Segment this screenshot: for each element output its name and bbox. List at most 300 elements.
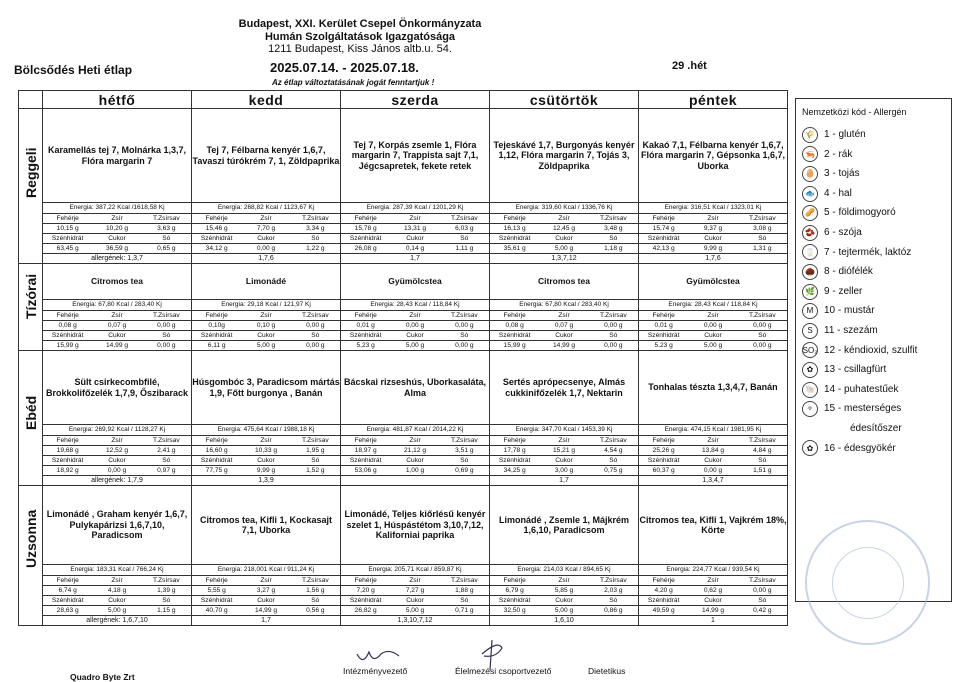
sugar-value: 5,00 g [554, 607, 574, 614]
food-cell: Gyümölcstea [341, 264, 490, 300]
sat-value: 0,00 g [604, 322, 623, 329]
protein-value: 17,78 g [503, 447, 526, 454]
salt-value: 0,00 g [455, 342, 474, 349]
fat-value: 15,21 g [552, 447, 575, 454]
meal-label-1 [19, 264, 43, 351]
week-number: 29 .hét [672, 60, 707, 72]
sugar-value: 9,99 g [703, 245, 723, 252]
sugar-label: Cukor [390, 331, 439, 341]
legend-label: 15 - mesterséges [824, 403, 902, 415]
meal-name: Ebéd [23, 395, 39, 430]
food-cell: Tej 7, Félbarna kenyér 1,6,7, Tavaszi túrókrém 7, 1, Zöldpaprika [192, 109, 341, 203]
nutrition-cell [490, 576, 639, 616]
sugar-label: Cukor [688, 456, 737, 466]
legend-item [802, 145, 947, 165]
food-cell: Tejeskávé 1,7, Burgonyás kenyér 1,12, Flóra margarin 7, Tojás 3, Zöldpaprika [490, 109, 639, 203]
notice: Az étlap változtatásának jogát fenntartjuk ! [272, 78, 435, 87]
salt-label: Só [440, 456, 489, 466]
sugar-value: 5,00 g [256, 342, 276, 349]
sugar-value: 5,00 g [107, 607, 127, 614]
energy-cell: Energia: 67,80 Kcal / 283,40 Kj [43, 300, 192, 311]
food-cell: Limonádé , Graham kenyér 1,6,7, Pulykapárizsi 1,6,7,10, Paradicsom [43, 486, 192, 565]
sat-label: T.Zsírsav [142, 576, 191, 586]
protein-value: 0,01 g [654, 322, 673, 329]
sugar-value: 5,00 g [703, 342, 723, 349]
sat-value: 3,48 g [604, 225, 623, 232]
legend-label: 2 - rák [824, 148, 853, 160]
allergen-cell: 1,6,10 [490, 616, 639, 626]
sat-label: T.Zsírsav [291, 311, 340, 321]
protein-label: Fehérje [490, 576, 539, 586]
protein-label: Fehérje [43, 214, 92, 224]
sat-label: T.Zsírsav [738, 311, 787, 321]
sat-value: 0,00 g [455, 322, 474, 329]
legend-item [802, 419, 947, 439]
sugar-label: Cukor [241, 234, 290, 244]
meal-name: Reggeli [23, 147, 39, 198]
carb-value: 34,25 g [503, 467, 526, 474]
sat-label: T.Zsírsav [589, 311, 638, 321]
salt-value: 0,86 g [604, 607, 623, 614]
allergen-cell: 1,7,6 [639, 254, 788, 264]
salt-value: 0,56 g [306, 607, 325, 614]
nutrition-cell [341, 436, 490, 476]
carb-label: Szénhidrát [192, 234, 241, 244]
meal-label-0 [19, 109, 43, 264]
nutrition-cell [490, 311, 639, 351]
salt-label: Só [589, 456, 638, 466]
nutrition-cell [639, 436, 788, 476]
allergen-cell: 1,7 [490, 476, 639, 486]
protein-label: Fehérje [43, 436, 92, 446]
fat-label: Zsír [92, 436, 141, 446]
sugar-value: 9,99 g [256, 467, 276, 474]
protein-label: Fehérje [341, 214, 390, 224]
sat-value: 2,03 g [604, 587, 623, 594]
salt-value: 0,00 g [753, 342, 772, 349]
fat-label: Zsír [92, 311, 141, 321]
sugar-value: 14,99 g [254, 607, 277, 614]
sat-label: T.Zsírsav [440, 576, 489, 586]
meal-label-2 [19, 351, 43, 486]
day-header-4: péntek [639, 91, 788, 109]
protein-value: 7,20 g [356, 587, 375, 594]
fat-value: 3,27 g [256, 587, 276, 594]
sat-value: 0,00 g [157, 322, 176, 329]
energy-cell: Energia: 319,60 Kcal / 1336,76 Kj [490, 203, 639, 214]
sat-value: 4,54 g [604, 447, 623, 454]
energy-cell: Energia: 481,87 Kcal / 2014,22 Kj [341, 425, 490, 436]
food-cell: Citromos tea [490, 264, 639, 300]
salt-label: Só [738, 234, 787, 244]
nutrition-cell [192, 576, 341, 616]
carb-label: Szénhidrát [639, 596, 688, 606]
allergen-cell: 1,3,4,7 [639, 476, 788, 486]
allergen-cell: 1,3,9 [192, 476, 341, 486]
legend-label: 4 - hal [824, 187, 852, 199]
sat-value: 0,00 g [753, 322, 772, 329]
fat-value: 12,52 g [105, 447, 128, 454]
food-cell: Kakaó 7,1, Félbarna kenyér 1,6,7, Flóra margarin 7, Gépsonka 1,6,7, Uborka [639, 109, 788, 203]
sugar-value: 0,14 g [405, 245, 425, 252]
carb-label: Szénhidrát [192, 596, 241, 606]
food-cell: Citromos tea, Kifli 1, Vajkrém 18%, Körte [639, 486, 788, 565]
fat-value: 21,12 g [403, 447, 426, 454]
salt-label: Só [142, 596, 191, 606]
protein-label: Fehérje [490, 214, 539, 224]
legend-item [802, 321, 947, 341]
legend-label: 7 - tejtermék, laktóz [824, 246, 912, 258]
sat-value: 2,41 g [157, 447, 176, 454]
salt-label: Só [142, 456, 191, 466]
sugar-label: Cukor [688, 234, 737, 244]
fat-label: Zsír [241, 214, 290, 224]
protein-value: 15,74 g [652, 225, 675, 232]
carb-label: Szénhidrát [490, 596, 539, 606]
sat-value: 3,34 g [306, 225, 325, 232]
protein-value: 15,46 g [205, 225, 228, 232]
legend-label: 8 - diófélék [824, 266, 873, 278]
sat-label: T.Zsírsav [440, 436, 489, 446]
carb-value: 26,08 g [354, 245, 377, 252]
energy-cell: Energia: 214,03 Kcal / 894,65 Kj [490, 565, 639, 576]
company-name: Quadro Byte Zrt [70, 672, 135, 682]
legend-item [802, 164, 947, 184]
allergen-cell: allergének: 1,3,7 [43, 254, 192, 264]
carb-value: 15,99 g [56, 342, 79, 349]
fat-value: 13,84 g [701, 447, 724, 454]
protein-value: 16,60 g [205, 447, 228, 454]
fat-label: Zsír [390, 311, 439, 321]
allergen-icon: 🌿 [802, 284, 818, 300]
fat-value: 0,10 g [256, 322, 276, 329]
carb-label: Szénhidrát [43, 234, 92, 244]
legend-item [802, 262, 947, 282]
fat-label: Zsír [241, 311, 290, 321]
salt-value: 1,18 g [604, 245, 623, 252]
salt-value: 0,69 g [455, 467, 474, 474]
legend-label: 13 - csillagfürt [824, 364, 887, 376]
energy-cell: Energia: 287,39 Kcal / 1201,29 Kj [341, 203, 490, 214]
salt-value: 0,97 g [157, 467, 176, 474]
protein-label: Fehérje [639, 436, 688, 446]
legend-item [802, 439, 947, 459]
allergen-icon: 🌾 [802, 127, 818, 143]
legend-label: édesítőszer [850, 422, 902, 434]
sat-label: T.Zsírsav [589, 576, 638, 586]
salt-value: 1,15 g [157, 607, 176, 614]
sugar-value: 5,00 g [405, 342, 425, 349]
sat-label: T.Zsírsav [738, 436, 787, 446]
energy-cell: Energia: 67,80 Kcal / 283,40 Kj [490, 300, 639, 311]
sugar-label: Cukor [92, 234, 141, 244]
food-cell: Bácskai rizseshús, Uborkasaláta, Alma [341, 351, 490, 425]
fat-label: Zsír [241, 576, 290, 586]
allergen-icon: 🐚 [802, 382, 818, 398]
allergen-cell [341, 476, 490, 486]
sugar-label: Cukor [390, 456, 439, 466]
carb-label: Szénhidrát [639, 234, 688, 244]
header-line2: Humán Szolgáltatások Igazgatósága [264, 30, 456, 43]
protein-value: 6,79 g [505, 587, 524, 594]
allergen-cell: 1,3,10,7,12 [341, 616, 490, 626]
salt-value: 0,42 g [753, 607, 772, 614]
carb-value: 5,23 g [654, 342, 673, 349]
sat-value: 3,63 g [157, 225, 176, 232]
fat-label: Zsír [688, 311, 737, 321]
fat-label: Zsír [92, 214, 141, 224]
protein-label: Fehérje [192, 576, 241, 586]
fat-label: Zsír [390, 214, 439, 224]
carb-label: Szénhidrát [341, 234, 390, 244]
carb-value: 18,92 g [56, 467, 79, 474]
protein-label: Fehérje [341, 436, 390, 446]
protein-value: 16,13 g [503, 225, 526, 232]
salt-value: 0,00 g [306, 342, 325, 349]
protein-value: 0,08 g [58, 322, 77, 329]
nutrition-cell [341, 576, 490, 616]
legend-item [802, 223, 947, 243]
nutrition-cell [639, 576, 788, 616]
sugar-label: Cukor [390, 596, 439, 606]
allergen-icon: ✧ [802, 401, 818, 417]
salt-label: Só [738, 596, 787, 606]
fat-label: Zsír [539, 436, 588, 446]
sat-value: 6,03 g [455, 225, 474, 232]
fat-label: Zsír [688, 576, 737, 586]
salt-value: 1,51 g [753, 467, 772, 474]
allergen-icon: S [802, 323, 818, 339]
legend-label: 11 - szezám [824, 324, 878, 336]
salt-label: Só [440, 234, 489, 244]
salt-label: Só [738, 456, 787, 466]
fat-label: Zsír [539, 576, 588, 586]
protein-label: Fehérje [639, 214, 688, 224]
fat-value: 0,07 g [554, 322, 574, 329]
sugar-value: 14,99 g [105, 342, 128, 349]
sat-label: T.Zsírsav [291, 576, 340, 586]
fat-label: Zsír [92, 576, 141, 586]
salt-value: 0,00 g [157, 342, 176, 349]
legend-label: 1 - glutén [824, 129, 866, 140]
sugar-value: 14,99 g [701, 607, 724, 614]
sat-label: T.Zsírsav [291, 214, 340, 224]
sat-value: 1,39 g [157, 587, 176, 594]
protein-value: 15,78 g [354, 225, 377, 232]
protein-label: Fehérje [43, 576, 92, 586]
legend-item [802, 243, 947, 263]
fat-value: 5,85 g [554, 587, 574, 594]
allergen-icon: 🥚 [802, 166, 818, 182]
protein-value: 25,26 g [652, 447, 675, 454]
menu-date: 2025.07.14. - 2025.07.18. [270, 60, 419, 75]
legend-item [802, 301, 947, 321]
sat-label: T.Zsírsav [291, 436, 340, 446]
carb-value: 35,61 g [503, 245, 526, 252]
food-cell: Gyümölcstea [639, 264, 788, 300]
carb-label: Szénhidrát [192, 331, 241, 341]
allergen-cell: 1 [639, 616, 788, 626]
signature-scribble-1 [355, 642, 415, 668]
salt-label: Só [291, 456, 340, 466]
salt-label: Só [738, 331, 787, 341]
fat-value: 7,27 g [405, 587, 425, 594]
nutrition-cell [490, 214, 639, 254]
carb-value: 49,59 g [652, 607, 675, 614]
legend-label: 14 - puhatestűek [824, 383, 899, 395]
sat-value: 1,56 g [306, 587, 325, 594]
allergen-icon: 🦐 [802, 146, 818, 162]
protein-value: 0,01 g [356, 322, 375, 329]
nutrition-cell [490, 436, 639, 476]
protein-label: Fehérje [43, 311, 92, 321]
sat-value: 1,95 g [306, 447, 325, 454]
carb-value: 63,45 g [56, 245, 79, 252]
allergen-icon: ✿ [802, 440, 818, 456]
sugar-label: Cukor [688, 331, 737, 341]
sugar-label: Cukor [241, 331, 290, 341]
protein-label: Fehérje [192, 436, 241, 446]
salt-value: 0,00 g [604, 342, 623, 349]
nutrition-cell [192, 311, 341, 351]
sugar-label: Cukor [92, 456, 141, 466]
salt-value: 1,22 g [306, 245, 325, 252]
official-stamp [805, 520, 930, 645]
food-cell: Limonádé, Teljes kiőrlésű kenyér szelet 1, Húspástétom 3,10,7,12, Kaliforniai paprika [341, 486, 490, 565]
sat-label: T.Zsírsav [738, 576, 787, 586]
fat-value: 9,37 g [703, 225, 723, 232]
energy-cell: Energia: 28,43 Kcal / 118,84 Kj [639, 300, 788, 311]
fat-value: 7,70 g [256, 225, 276, 232]
legend-item [802, 360, 947, 380]
meal-name: Tízórai [23, 273, 39, 319]
sugar-value: 0,00 g [703, 467, 723, 474]
carb-label: Szénhidrát [341, 456, 390, 466]
fat-label: Zsír [539, 214, 588, 224]
legend-label: 12 - kéndioxid, szulfit [824, 344, 918, 356]
signature-catering: Élelmezési csoportvezető [455, 666, 552, 676]
carb-label: Szénhidrát [192, 456, 241, 466]
carb-value: 34,12 g [205, 245, 228, 252]
fat-label: Zsír [688, 214, 737, 224]
day-header-0: hétfő [43, 91, 192, 109]
sat-value: 1,88 g [455, 587, 474, 594]
food-cell: Sertés aprópecsenye, Almás cukkinifőzelék 1,7, Nektarin [490, 351, 639, 425]
sugar-value: 0,00 g [107, 467, 127, 474]
nutrition-cell [192, 436, 341, 476]
salt-label: Só [440, 596, 489, 606]
protein-label: Fehérje [490, 436, 539, 446]
carb-value: 42,13 g [652, 245, 675, 252]
fat-value: 0,00 g [703, 322, 723, 329]
sat-label: T.Zsírsav [738, 214, 787, 224]
nutrition-cell [639, 214, 788, 254]
nutrition-cell [43, 576, 192, 616]
protein-value: 5,55 g [207, 587, 226, 594]
carb-value: 5,23 g [356, 342, 375, 349]
salt-label: Só [291, 331, 340, 341]
protein-value: 0,10g [208, 322, 225, 329]
protein-label: Fehérje [341, 311, 390, 321]
salt-value: 0,75 g [604, 467, 623, 474]
protein-label: Fehérje [192, 311, 241, 321]
protein-value: 18,97 g [354, 447, 377, 454]
sugar-label: Cukor [539, 234, 588, 244]
salt-value: 0,71 g [455, 607, 474, 614]
legend-label: 9 - zeller [824, 285, 863, 297]
sugar-label: Cukor [539, 596, 588, 606]
fat-label: Zsír [688, 436, 737, 446]
fat-label: Zsír [390, 436, 439, 446]
carb-value: 40,70 g [205, 607, 228, 614]
protein-value: 4,20 g [654, 587, 673, 594]
sugar-value: 14,99 g [552, 342, 575, 349]
carb-value: 28,63 g [56, 607, 79, 614]
sat-label: T.Zsírsav [142, 214, 191, 224]
food-cell: Karamellás tej 7, Molnárka 1,3,7, Flóra margarin 7 [43, 109, 192, 203]
protein-label: Fehérje [639, 311, 688, 321]
sat-label: T.Zsírsav [589, 436, 638, 446]
fat-value: 12,45 g [552, 225, 575, 232]
food-cell: Húsgombóc 3, Paradicsom mártás 1,9, Főtt burgonya , Banán [192, 351, 341, 425]
energy-cell: Energia: 474,15 Kcal / 1981,95 Kj [639, 425, 788, 436]
carb-label: Szénhidrát [341, 331, 390, 341]
carb-value: 77,75 g [205, 467, 228, 474]
salt-value: 0,65 g [157, 245, 176, 252]
day-header-2: szerda [341, 91, 490, 109]
sat-label: T.Zsírsav [589, 214, 638, 224]
allergen-cell: allergének: 1,7,9 [43, 476, 192, 486]
sugar-value: 3,00 g [554, 467, 574, 474]
nutrition-cell [341, 311, 490, 351]
allergen-icon: 🌰 [802, 264, 818, 280]
day-header-3: csütörtök [490, 91, 639, 109]
allergen-icon: SO₂ [802, 342, 818, 358]
protein-label: Fehérje [192, 214, 241, 224]
sugar-label: Cukor [539, 331, 588, 341]
legend-title: Nemzetközi kód - Allergén [802, 107, 907, 117]
allergen-cell: allergének: 1,6,7,10 [43, 616, 192, 626]
energy-cell: Energia: 387,22 Kcal /1618,58 Kj [43, 203, 192, 214]
fat-value: 0,07 g [107, 322, 127, 329]
carb-label: Szénhidrát [639, 331, 688, 341]
sat-label: T.Zsírsav [440, 311, 489, 321]
protein-value: 6,74 g [58, 587, 77, 594]
carb-value: 26,82 g [354, 607, 377, 614]
carb-value: 32,50 g [503, 607, 526, 614]
energy-cell: Energia: 28,43 Kcal / 118,84 Kj [341, 300, 490, 311]
meal-label-3 [19, 486, 43, 626]
energy-cell: Energia: 29,18 Kcal / 121,97 Kj [192, 300, 341, 311]
salt-label: Só [589, 596, 638, 606]
day-header-1: kedd [192, 91, 341, 109]
legend-label: 10 - mustár [824, 305, 875, 317]
allergen-cell: 1,3,7,12 [490, 254, 639, 264]
salt-label: Só [291, 234, 340, 244]
legend-label: 6 - szója [824, 226, 862, 238]
nutrition-cell [43, 436, 192, 476]
carb-value: 6,11 g [207, 342, 226, 349]
signature-dietitian: Dietetikus [588, 666, 626, 676]
legend-item [802, 125, 947, 145]
carb-label: Szénhidrát [639, 456, 688, 466]
carb-label: Szénhidrát [490, 331, 539, 341]
carb-label: Szénhidrát [43, 456, 92, 466]
energy-cell: Energia: 218,001 Kcal / 911,24 Kj [192, 565, 341, 576]
nutrition-cell [639, 311, 788, 351]
carb-value: 15,99 g [503, 342, 526, 349]
salt-value: 1,52 g [306, 467, 325, 474]
